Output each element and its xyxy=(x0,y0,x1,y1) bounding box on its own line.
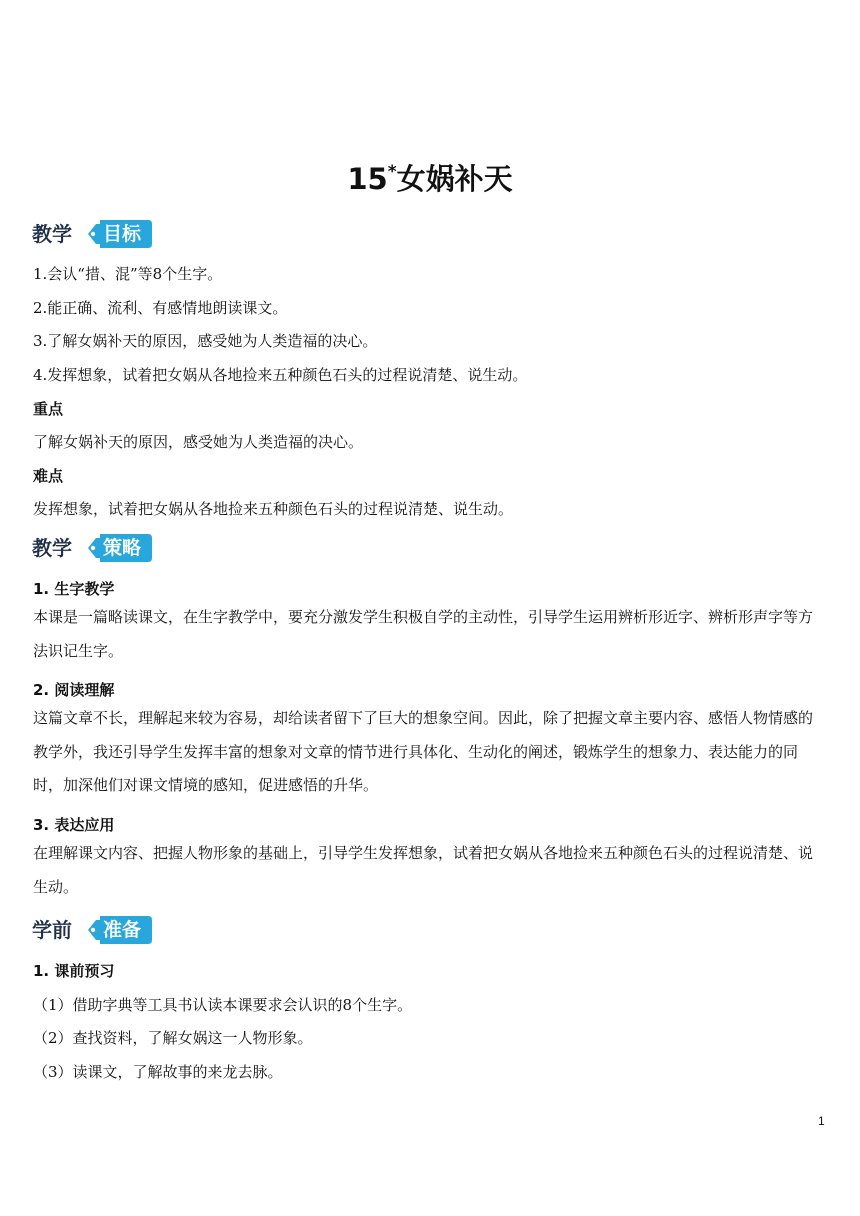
strategy-text: 在理解课文内容、把握人物形象的基础上，引导学生发挥想象，试着把女娲从各地捡来五种颜色石头的过程说清楚、说生动。 xyxy=(33,844,814,896)
prep-item: （1）借助字典等工具书认读本课要求会认识的8个生字。 xyxy=(33,996,413,1014)
prep-item: （2）查找资料，了解女娲这一人物形象。 xyxy=(33,1029,313,1047)
key-point-text: 了解女娲补天的原因，感受她为人类造福的决心。 xyxy=(33,433,364,451)
goal-item: 2.能正确、流利、有感情地朗读课文。 xyxy=(33,299,288,317)
banner-word-teaching: 教学 xyxy=(32,536,72,560)
banner-word-teaching: 教学 xyxy=(32,222,72,246)
difficulty-label: 难点 xyxy=(33,467,64,485)
lesson-number: 15 xyxy=(347,162,388,196)
goal-item: 4.发挥想象，试着把女娲从各地捡来五种颜色石头的过程说清楚、说生动。 xyxy=(33,366,528,384)
page-number: 1 xyxy=(818,1114,825,1128)
prep-heading: 1. 课前预习 xyxy=(33,962,115,980)
banner-teaching-goals xyxy=(30,217,154,251)
strategy-heading: 2. 阅读理解 xyxy=(33,681,115,699)
goal-item: 3.了解女娲补天的原因，感受她为人类造福的决心。 xyxy=(33,332,378,350)
banner-pre-study-preparation xyxy=(30,913,154,947)
lesson-title xyxy=(0,152,860,199)
banner-word-strategy: 策略 xyxy=(102,537,141,559)
banner-word-pre-study: 学前 xyxy=(32,918,72,942)
strategy-heading: 3. 表达应用 xyxy=(33,816,115,834)
strategy-heading: 1. 生字教学 xyxy=(33,580,115,598)
lesson-asterisk: * xyxy=(387,162,397,182)
lesson-name: 女娲补天 xyxy=(396,162,513,196)
prep-item: （3）读课文，了解故事的来龙去脉。 xyxy=(33,1063,283,1081)
strategy-text: 这篇文章不长，理解起来较为容易，却给读者留下了巨大的想象空间。因此，除了把握文章主要内容、感悟人物情感的教学外，我还引导学生发挥丰富的想象对文章的情节进行具体化、生动化的阐述，锻炼学生的想象力、表达能力的同时，加深他们对课文情境的感知，促进感悟的升华。 xyxy=(33,709,814,794)
difficulty-text: 发挥想象，试着把女娲从各地捡来五种颜色石头的过程说清楚、说生动。 xyxy=(33,500,514,518)
strategy-text: 本课是一篇略读课文，在生字教学中，要充分激发学生积极自学的主动性，引导学生运用辨析形近字、辨析形声字等方法识记生字。 xyxy=(33,608,814,660)
goal-item: 1.会认“措、混”等8个生字。 xyxy=(33,265,223,283)
banner-teaching-strategy xyxy=(30,531,154,565)
banner-word-goals: 目标 xyxy=(102,223,141,245)
key-point-label: 重点 xyxy=(33,400,64,418)
banner-word-preparation: 准备 xyxy=(102,919,141,941)
